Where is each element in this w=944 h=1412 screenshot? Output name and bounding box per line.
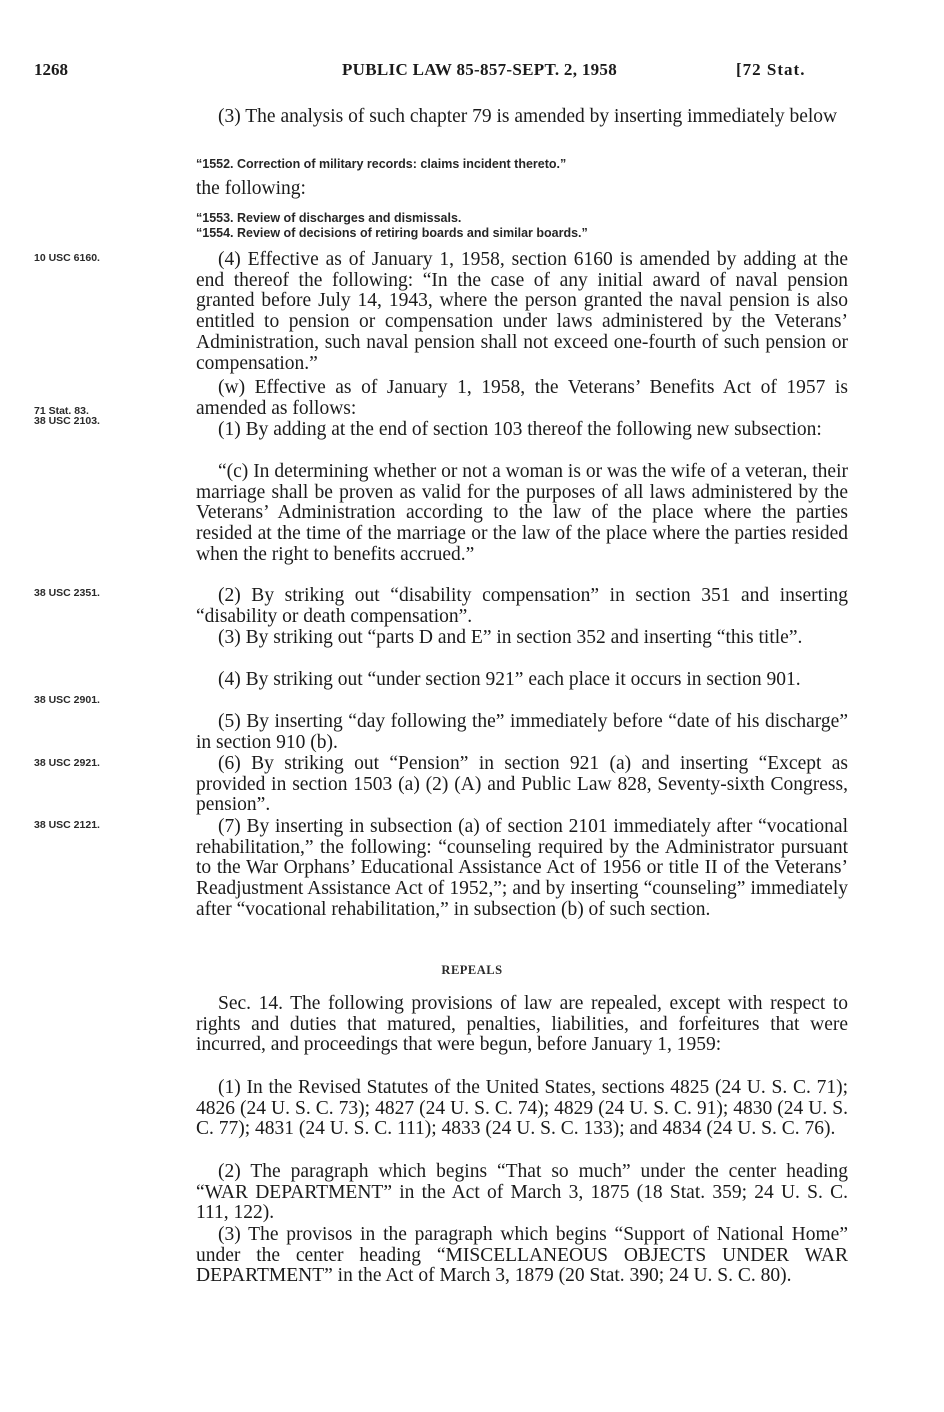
paragraph-w-7: (7) By inserting in subsection (a) of section 2101 immediately after “vocational rehabilitation,” the following: “counseling required by the Administrator pursuant to the War Orphans’ Educational Assistance Act of 1956 or title II of the Veterans’ Readjustment Assistance Act of 1952,”; and by inserting “counseling” immediately after “vocational rehabilitation,” in subsection (b) of such section. <box>196 816 848 920</box>
page-header <box>0 60 944 86</box>
paragraph-the-following: the following: <box>196 178 306 199</box>
paragraph-repeal-2: (2) The paragraph which begins “That so much” under the center heading “WAR DEPARTMENT” in the Act of March 3, 1875 (18 Stat. 359; 24 U. S. C. 111, 122). <box>196 1161 848 1224</box>
section-heading-repeals: REPEALS <box>441 963 503 977</box>
paragraph-w-2: (2) By striking out “disability compensation” in section 351 and inserting “disability or death compensation”. <box>196 585 848 627</box>
running-title: PUBLIC LAW 85-857-SEPT. 2, 1958 <box>342 60 618 79</box>
statute-reference: [72 Stat. <box>736 60 806 79</box>
paragraph-w-1: (1) By adding at the end of section 103 thereof the following new subsection: <box>218 419 822 440</box>
paragraph-w-6: (6) By striking out “Pension” in section 921 (a) and inserting “Except as provided in section 1503 (a) (2) (A) and Public Law 828, Seventy-sixth Congress, pension”. <box>196 753 848 816</box>
paragraph-w-5: (5) By inserting “day following the” immediately before “date of his discharge” in section 910 (b). <box>196 711 848 753</box>
paragraph-repeal-1: (1) In the Revised Statutes of the United States, sections 4825 (24 U. S. C. 71); 4826 (24 U. S. C. 73); 4827 (24 U. S. C. 74); 4829 (24 U. S. C. 91); 4830 (24 U. S. C. 77); 4831 (24 U. S. C. 111); 4833 (24 U. S. C. 133); and 4834 (24 U. S. C. 76). <box>196 1077 848 1140</box>
paragraph-w-veterans-benefits: (w) Effective as of January 1, 1958, the Veterans’ Benefits Act of 1957 is amended as follows: <box>196 377 848 419</box>
quoted-section-1553: “1553. Review of discharges and dismissals. <box>196 211 462 225</box>
paragraph-w-3: (3) By striking out “parts D and E” in section 352 and inserting “this title”. <box>218 627 803 648</box>
margin-note: 38 USC 2921. <box>34 757 100 769</box>
paragraph-subsection-c: “(c) In determining whether or not a woman is or was the wife of a veteran, their marriage shall be proven as valid for the purposes of all laws administered by the Veterans’ Administration according to the law of the place where the parties resided at the time of the marriage or the law of the place where the parties resided when the right to benefits accrued.” <box>196 461 848 565</box>
margin-note: 38 USC 2121. <box>34 819 100 831</box>
page-number: 1268 <box>34 60 68 79</box>
paragraph-sec-14: Sec. 14. The following provisions of law are repealed, except with respect to rights and duties that matured, penalties, liabilities, and forfeitures that were incurred, and proceedings that were begun, before January 1, 1959: <box>196 993 849 1056</box>
margin-note: 71 Stat. 83. <box>34 405 89 417</box>
margin-note: 10 USC 6160. <box>34 252 100 264</box>
paragraph-analysis-amendment: (3) The analysis of such chapter 79 is amended by inserting immediately below <box>218 106 838 127</box>
quoted-section-1552: “1552. Correction of military records: claims incident thereto.” <box>196 157 567 171</box>
margin-note: 38 USC 2901. <box>34 694 100 706</box>
paragraph-w-4: (4) By striking out “under section 921” each place it occurs in section 901. <box>218 669 801 690</box>
margin-note: 38 USC 2351. <box>34 587 100 599</box>
paragraph-4-naval-pension: (4) Effective as of January 1, 1958, section 6160 is amended by adding at the end thereof the following: “In the case of any initial award of naval pension granted before July 14, 1943, where the person granted the naval pension is also entitled to pension or compensation under laws administered by the Veterans’ Administration, such naval pension shall not exceed one-fourth of such pension or compensation.” <box>196 249 848 374</box>
section-label: Sec. 14. <box>218 993 283 1014</box>
paragraph-repeal-3: (3) The provisos in the paragraph which begins “Support of National Home” under the center heading “MISCELLANEOUS OBJECTS UNDER WAR DEPARTMENT” in the Act of March 3, 1879 (20 Stat. 390; 24 U. S. C. 80). <box>196 1224 848 1287</box>
quoted-section-1554: “1554. Review of decisions of retiring boards and similar boards.” <box>196 226 588 240</box>
margin-note: 38 USC 2103. <box>34 415 100 427</box>
